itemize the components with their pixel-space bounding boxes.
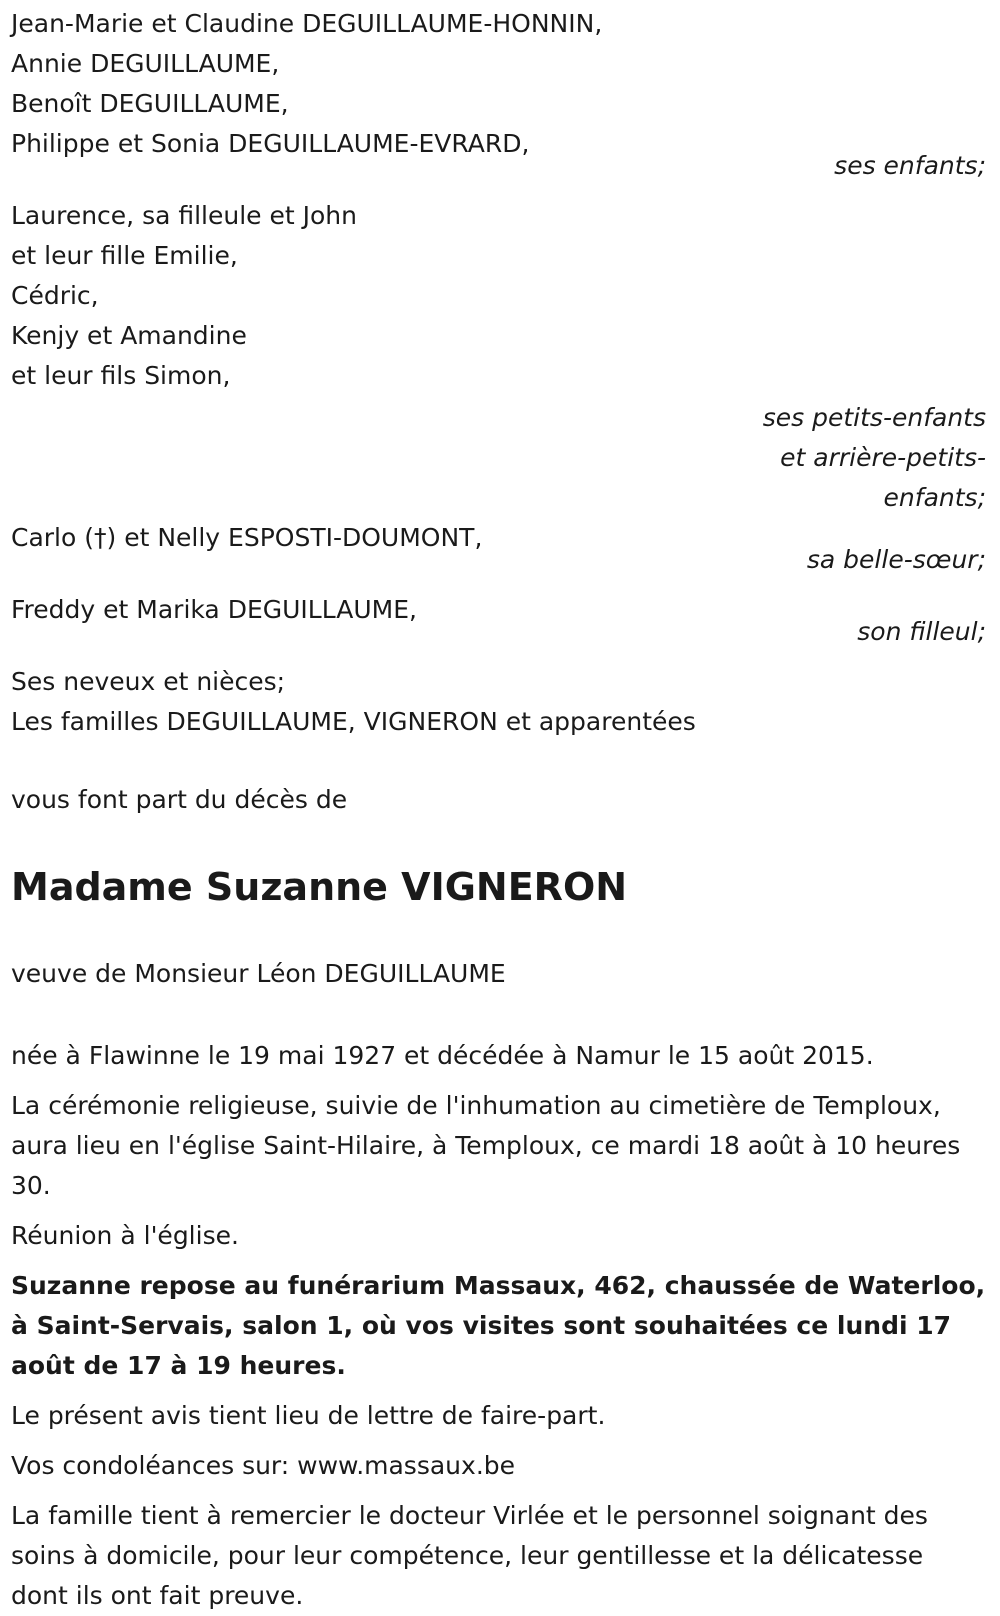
grandchildren-group [11,196,986,396]
grandchild-line: Laurence, sa filleule et John [11,201,357,230]
ceremony-paragraph: La cérémonie religieuse, suivie de l'inhumation au cimetière de Temploux, aura lieu en l'église Saint-Hilaire, à Temploux, ce mardi 18 août à 10 heures 30. [11,1091,961,1200]
grandchild-line: et leur fils Simon, [11,361,231,390]
children-group [11,4,986,164]
child-line: Annie DEGUILLAUME, [11,49,280,78]
children-role: ses enfants; [834,151,986,180]
deceased-name: Madame Suzanne VIGNERON [11,865,628,909]
notice-paragraph: Le présent avis tient lieu de lettre de faire-part. [11,1401,606,1430]
godson-line: Freddy et Marika DEGUILLAUME, [11,595,417,624]
grandchild-line: et leur fille Emilie, [11,241,238,270]
grandchild-line: Cédric, [11,281,99,310]
widow-of-line: veuve de Monsieur Léon DEGUILLAUME [11,959,506,988]
sister-in-law-line: Carlo (†) et Nelly ESPOSTI-DOUMONT, [11,523,483,552]
sister-in-law-role: sa belle-sœur; [806,545,986,574]
announcement-line: vous font part du décès de [11,785,348,814]
child-line: Jean-Marie et Claudine DEGUILLAUME-HONNIN, [11,9,603,38]
grandchildren-role [11,398,986,518]
visit-paragraph: Suzanne repose au funérarium Massaux, 462, chaussée de Waterloo, à Saint-Servais, salon 1, où vos visites sont souhaitées ce lundi 17 août de 17 à 19 heures. [11,1271,986,1380]
grandchildren-role-line: ses petits-enfants [762,403,986,432]
meeting-paragraph: Réunion à l'église. [11,1221,239,1250]
godson-role: son filleul; [857,617,986,646]
relatives-line: Ses neveux et nièces; [11,667,286,696]
condolences-paragraph: Vos condoléances sur: www.massaux.be [11,1451,516,1480]
relatives-line: Les familles DEGUILLAUME, VIGNERON et apparentées [11,707,696,736]
other-relatives-group [11,662,986,742]
birth-death-paragraph: née à Flawinne le 19 mai 1927 et décédée à Namur le 15 août 2015. [11,1041,874,1070]
grandchildren-role-line: enfants; [883,483,986,512]
grandchildren-role-line: et arrière-petits- [780,443,986,472]
grandchild-line: Kenjy et Amandine [11,321,247,350]
thanks-paragraph: La famille tient à remercier le docteur Virlée et le personnel soignant des soins à domicile, pour leur compétence, leur gentillesse et la délicatesse dont ils ont fait preuve. [11,1501,928,1610]
child-line: Philippe et Sonia DEGUILLAUME-EVRARD, [11,129,530,158]
child-line: Benoît DEGUILLAUME, [11,89,289,118]
